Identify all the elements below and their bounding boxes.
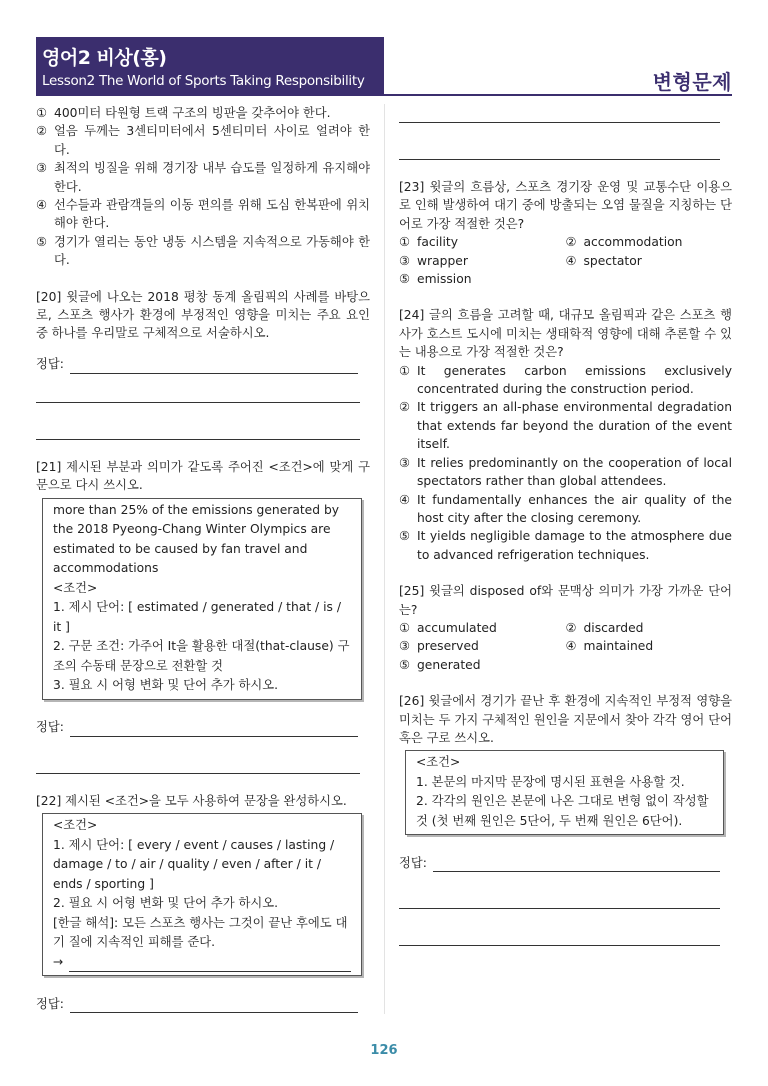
answer-line[interactable] xyxy=(399,872,720,909)
question-22: [22] 제시된 <조건>을 모두 사용하여 문장을 완성하시오. xyxy=(36,793,347,808)
right-column xyxy=(399,104,732,946)
question-23-options xyxy=(399,233,732,288)
column-divider xyxy=(384,104,385,1014)
option-item[interactable]: ③ It relies predominantly on the cooperation of local spectators rather than global attendees. xyxy=(399,455,732,489)
answer-21[interactable]: 정답: xyxy=(36,715,370,737)
option-item[interactable]: ① 400미터 타원형 트랙 구조의 빙판을 갖추어야 한다. xyxy=(36,106,331,120)
question-21: [21] 제시된 부분과 의미가 같도록 주어진 <조건>에 맞게 구문으로 다시 쓰시오. xyxy=(36,459,370,493)
option-item[interactable]: ① facility xyxy=(399,235,458,250)
answer-line[interactable] xyxy=(70,998,358,1013)
condition-item: 1. 제시 단어: [ estimated / generated / that / is / it ] xyxy=(53,600,341,634)
option-item[interactable]: ③ preserved xyxy=(399,639,479,654)
condition-item: 1. 본문의 마지막 문장에 명시된 표현을 사용할 것. xyxy=(416,774,685,789)
question-26: [26] 윗글에서 경기가 끝난 후 환경에 지속적인 부정적 영향을 미치는 두 가지 구체적인 원인을 지문에서 찾아 각각 영어 단어 혹은 구로 쓰시오. xyxy=(399,694,732,745)
answer-26[interactable]: 정답: xyxy=(399,850,732,872)
answer-line[interactable] xyxy=(70,722,358,737)
option-item[interactable]: ③ 최적의 빙질을 위해 경기장 내부 습도를 일정하게 유지해야 한다. xyxy=(36,161,370,194)
option-item[interactable]: ① It generates carbon emissions exclusively concentrated during the construction period. xyxy=(399,363,732,397)
answer-line[interactable] xyxy=(399,104,720,123)
condition-item: 3. 필요 시 어형 변화 및 단어 추가 하시오. xyxy=(53,678,279,693)
condition-heading: <조건> xyxy=(416,755,461,770)
page-number: 126 xyxy=(370,1043,398,1058)
option-item[interactable]: ④ maintained xyxy=(565,639,654,654)
answer-20[interactable]: 정답: xyxy=(36,352,370,374)
condition-box-22 xyxy=(42,813,362,976)
option-item[interactable]: ② accommodation xyxy=(565,235,683,250)
condition-item: 2. 필요 시 어형 변화 및 단어 추가 하시오. xyxy=(53,896,279,911)
arrow-icon: → xyxy=(53,954,64,969)
answer-line[interactable] xyxy=(399,123,720,160)
option-item[interactable]: ④ 선수들과 관람객들의 이동 편의를 위해 도심 한복판에 위치해야 한다. xyxy=(36,198,370,231)
option-item[interactable]: ④ spectator xyxy=(565,253,642,268)
option-item[interactable]: ⑤ 경기가 열리는 동안 냉동 시스템을 지속적으로 가동해야 한다. xyxy=(36,234,370,268)
question-24-options xyxy=(399,362,732,564)
condition-heading: <조건> xyxy=(53,580,98,595)
condition-heading: <조건> xyxy=(53,818,98,833)
answer-line[interactable] xyxy=(70,359,358,374)
option-item[interactable]: ② discarded xyxy=(565,620,644,635)
korean-translation: [한글 해석]: 모든 스포츠 행사는 그것이 끝난 후에도 대기 질에 지속적인 피해를 준다. xyxy=(53,915,348,950)
prev-question-options xyxy=(36,104,370,270)
answer-line[interactable] xyxy=(399,909,720,946)
answer-line[interactable] xyxy=(36,737,360,774)
question-25-options xyxy=(399,619,732,674)
option-item[interactable]: ② It triggers an all-phase environmental degradation that extends far beyond the duration of the event itself. xyxy=(399,400,732,452)
option-item[interactable]: ⑤ It yields negligible damage to the atmosphere due to advanced refrigeration techniques. xyxy=(399,529,732,562)
question-24: [24] 글의 흐름을 고려할 때, 대규모 올림픽과 같은 스포츠 행사가 호스트 도시에 미치는 생태학적 영향에 대해 추론할 수 있는 내용으로 가장 적절한 것은? xyxy=(399,308,732,360)
option-item[interactable]: ⑤ emission xyxy=(399,272,472,287)
answer-22[interactable]: 정답: xyxy=(36,991,370,1013)
given-sentence: more than 25% of the emissions generated by the 2018 Pyeong-Chang Winter Olympics are estimated to be caused by fan travel and accommodations xyxy=(53,502,340,576)
question-23: [23] 윗글의 흐름상, 스포츠 경기장 운영 및 교통수단 이용으로 인해 발생하여 대기 중에 방출되는 오염 물질을 지칭하는 단어로 가장 적절한 것은? xyxy=(399,180,732,231)
left-column xyxy=(36,104,370,1013)
option-item[interactable]: ③ wrapper xyxy=(399,253,468,268)
page-title: 영어2 비상(홍) xyxy=(42,47,167,69)
condition-box-21 xyxy=(42,498,362,700)
answer-line[interactable] xyxy=(36,374,360,403)
option-item[interactable]: ⑤ generated xyxy=(399,657,481,672)
condition-item: 1. 제시 단어: [ every / event / causes / lasting / damage / to / air / quality / even / after / it / ends / sporting ] xyxy=(53,837,335,891)
lesson-subtitle: Lesson2 The World of Sports Taking Responsibility xyxy=(42,73,365,89)
option-item[interactable]: ④ It fundamentally enhances the air quality of the host city after the closing ceremony. xyxy=(399,492,732,525)
header-rule xyxy=(36,94,732,96)
question-25: [25] 윗글의 disposed of와 문맥상 의미가 가장 가까운 단어는? xyxy=(399,584,732,617)
question-20: [20] 윗글에 나오는 2018 평창 동계 올림픽의 사례를 바탕으로, 스포츠 행사가 환경에 부정적인 영향을 미치는 주요 요인 중 하나를 우리말로 구체적으로 서술하시오. xyxy=(36,289,370,341)
condition-box-26 xyxy=(405,750,724,835)
answer-line[interactable] xyxy=(433,857,720,872)
header-banner xyxy=(36,37,384,94)
option-item[interactable]: ② 얼음 두께는 3센티미터에서 5센티미터 사이로 얼려야 한다. xyxy=(36,124,370,157)
condition-item: 2. 구문 조건: 가주어 It을 활용한 대절(that-clause) 구조의 수동태 문장으로 전환할 것 xyxy=(53,639,350,673)
arrow-answer-line[interactable] xyxy=(53,953,351,973)
condition-item: 2. 각각의 원인은 본문에 나온 그대로 변형 없이 작성할 것 (첫 번째 원인은 5단어, 두 번째 원인은 6단어). xyxy=(416,794,709,828)
answer-line[interactable] xyxy=(36,403,360,440)
option-item[interactable]: ① accumulated xyxy=(399,620,497,635)
variant-label: 변형문제 xyxy=(652,70,732,94)
